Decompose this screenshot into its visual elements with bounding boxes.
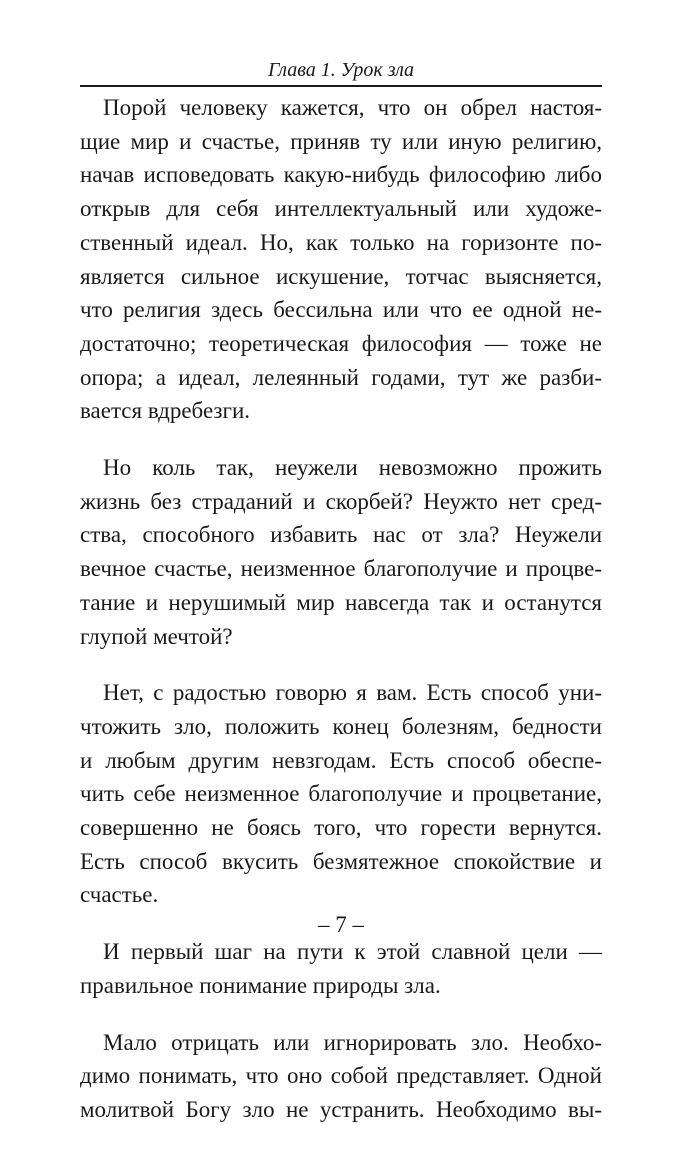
text-line: глупой мечтой? [80, 623, 233, 649]
page-number: – 7 – [318, 912, 364, 937]
text-line: молитвой Богу зло не устранить. Необходимо вы- [80, 1096, 602, 1122]
text-line: счастье. [80, 882, 159, 908]
text-line: начав исповедовать какую-нибудь философию либо [80, 162, 602, 188]
text-line: и любым другим невзгодам. Есть способ обеспе- [80, 747, 602, 773]
paragraph [80, 676, 602, 912]
text-line: является сильное искушение, тотчас выясняется, [80, 263, 602, 289]
text-line: Порой человеку кажется, что он обрел настоя- [103, 95, 602, 120]
paragraph [80, 935, 602, 1002]
text-line: чтожить зло, положить конец болезням, бедности [80, 713, 602, 739]
text-line: ственный идеал. Но, как только на горизонте по- [80, 229, 602, 255]
paragraph [80, 91, 602, 428]
text-line: щие мир и счастье, приняв ту или иную религию, [80, 128, 602, 154]
text-line: Нет, с радостью говорю я вам. Есть способ уни- [103, 680, 602, 706]
text-line: опора; а идеал, лелеянный годами, тут же разби- [80, 364, 602, 390]
body-text [80, 91, 602, 1150]
text-line: Есть способ вкусить безмятежное спокойствие и [80, 848, 602, 874]
text-line: димо понимать, что оно собой представляет. Одной [80, 1063, 602, 1089]
text-line: Но коль так, неужели невозможно прожить [103, 455, 602, 481]
text-line: достаточно; теоретическая философия — тоже не [80, 330, 602, 356]
text-line: жизнь без страданий и скорбей? Неужто нет сред- [80, 488, 602, 514]
text-line: ства, способного избавить нас от зла? Неужели [80, 522, 602, 548]
text-line: правильное понимание природы зла. [80, 972, 441, 998]
paragraph [80, 1026, 602, 1127]
text-line: совершенно не боясь того, что горести вернутся. [80, 815, 602, 841]
text-line: чить себе неизменное благополучие и процветание, [80, 781, 602, 807]
header-rule [80, 85, 602, 87]
text-line: вается вдребезги. [80, 398, 251, 424]
text-line: что религия здесь бессильна или что ее одной не- [80, 297, 602, 323]
running-head: Глава 1. Урок зла [267, 59, 415, 81]
text-line: открыв для себя интеллектуальный или художе- [80, 196, 602, 222]
paragraph [80, 451, 602, 653]
text-line: Мало отрицать или игнорировать зло. Необхо- [103, 1029, 602, 1055]
text-line: тание и нерушимый мир навсегда так и останутся [80, 589, 602, 615]
text-line: вечное счастье, неизменное благополучие и процве- [80, 556, 602, 582]
text-line: И первый шаг на пути к этой славной цели — [103, 939, 602, 965]
